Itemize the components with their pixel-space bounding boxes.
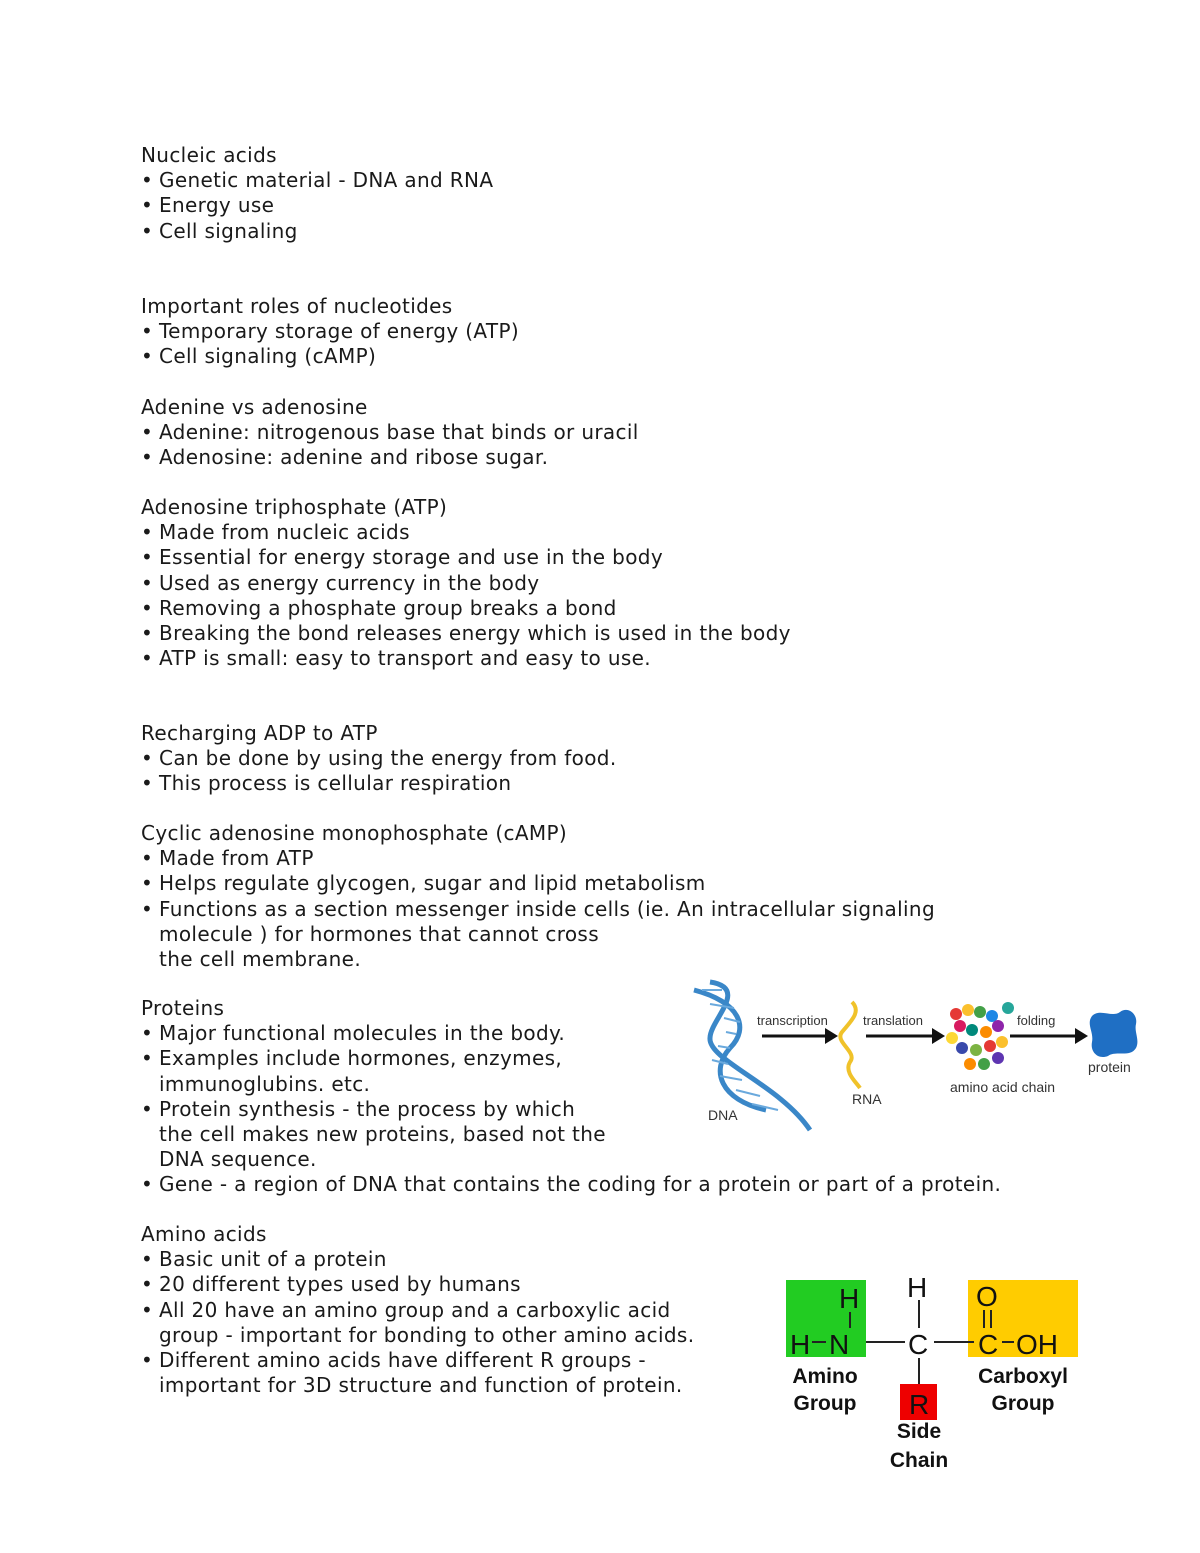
list-item-continuation: the cell membrane. [159, 947, 362, 972]
bullet: • [141, 218, 154, 243]
side-chain-label-2: Chain [889, 1449, 949, 1472]
section-title: Adenosine triphosphate (ATP) [141, 495, 448, 519]
bullet: • [141, 871, 154, 896]
bullet: • [141, 520, 154, 545]
list-item: • Adenine: nitrogenous base that binds or uracil [141, 420, 639, 445]
list-item: • This process is cellular respiration [141, 771, 512, 796]
bullet: • [141, 1247, 154, 1272]
rna-label: RNA [852, 1091, 882, 1107]
transcription-arrowhead [825, 1028, 838, 1044]
list-item: • Functions as a section messenger inside cells (ie. An intracellular signaling [141, 896, 935, 921]
atom-h-amino: H [839, 1283, 860, 1314]
atom-h-top: H [907, 1272, 928, 1303]
list-item-continuation: DNA sequence. [159, 1147, 317, 1172]
list-item: • Temporary storage of energy (ATP) [141, 319, 520, 344]
transcription-label: transcription [757, 1013, 828, 1028]
amino-acid-chain-label: amino acid chain [950, 1079, 1056, 1095]
bullet: • [141, 1046, 154, 1071]
translation-label: translation [863, 1013, 923, 1028]
atom-oh: OH [1016, 1329, 1058, 1360]
bullet: • [141, 1297, 154, 1322]
bullet: • [141, 896, 154, 921]
bullet: • [141, 445, 154, 470]
section-nucleotide-roles [141, 294, 519, 370]
list-item: • Essential for energy storage and use in the body [141, 545, 664, 570]
list-item: • Examples include hormones, enzymes, [141, 1046, 563, 1071]
bullet: • [141, 545, 154, 570]
carboxyl-group-label-2: Group [991, 1392, 1055, 1415]
list-item: • Gene - a region of DNA that contains the coding for a protein or part of a protein. [141, 1172, 1002, 1197]
list-item-continuation: molecule ) for hormones that cannot cross [159, 921, 599, 946]
bullet: • [141, 1172, 154, 1197]
list-item: • Different amino acids have different R groups - [141, 1348, 646, 1373]
atom-h-left: H [790, 1329, 811, 1360]
section-title: Recharging ADP to ATP [141, 721, 378, 745]
list-item: • 20 different types used by humans [141, 1272, 521, 1297]
section-amino-acids [141, 1222, 694, 1398]
bullet: • [141, 646, 154, 671]
protein-label: protein [1088, 1059, 1131, 1075]
list-item: • Genetic material - DNA and RNA [141, 168, 494, 193]
list-item: • Made from nucleic acids [141, 520, 410, 545]
atom-c-carboxyl: C [978, 1329, 999, 1360]
bullet: • [141, 1021, 154, 1046]
bullet: • [141, 1272, 154, 1297]
atom-o: O [976, 1281, 998, 1312]
bullet: • [141, 420, 154, 445]
amino-acid-chain-icon [946, 1002, 1014, 1070]
protein-synthesis-diagram [680, 960, 1150, 1140]
bullet: • [141, 746, 154, 771]
list-item: • Adenosine: adenine and ribose sugar. [141, 445, 549, 470]
amino-acid-structure-diagram [780, 1270, 1090, 1475]
atom-r: R [909, 1389, 930, 1420]
section-title: Nucleic acids [141, 143, 277, 167]
protein-icon [1090, 1010, 1138, 1057]
list-item-continuation: the cell makes new proteins, based not the [159, 1122, 606, 1147]
list-item: • Made from ATP [141, 846, 314, 871]
list-item-continuation: group - important for bonding to other amino acids. [159, 1322, 695, 1347]
bullet: • [141, 193, 154, 218]
section-adenine-adenosine [141, 395, 639, 471]
bullet: • [141, 771, 154, 796]
section-atp [141, 495, 791, 671]
list-item: • Can be done by using the energy from food. [141, 746, 617, 771]
bullet: • [141, 319, 154, 344]
rna-strand-icon [840, 1002, 860, 1088]
folding-arrowhead [1075, 1028, 1088, 1044]
section-title: Adenine vs adenosine [141, 395, 368, 419]
amino-group-label-2: Group [793, 1392, 857, 1415]
bullet: • [141, 1348, 154, 1373]
list-item: • Helps regulate glycogen, sugar and lipid metabolism [141, 871, 706, 896]
list-item: • Breaking the bond releases energy which is used in the body [141, 621, 791, 646]
list-item: • Cell signaling [141, 218, 298, 243]
bullet: • [141, 570, 154, 595]
list-item: • Protein synthesis - the process by which [141, 1096, 576, 1121]
list-item: • Removing a phosphate group breaks a bond [141, 595, 617, 620]
bullet: • [141, 168, 154, 193]
list-item-continuation: immunoglubins. etc. [159, 1071, 371, 1096]
list-item: • Cell signaling (cAMP) [141, 344, 377, 369]
atom-n: N [829, 1329, 850, 1360]
folding-label: folding [1017, 1013, 1056, 1028]
list-item: • Used as energy currency in the body [141, 570, 540, 595]
list-item: • Basic unit of a protein [141, 1247, 387, 1272]
carboxyl-group-label-1: Carboxyl [978, 1365, 1068, 1388]
dna-label: DNA [708, 1107, 738, 1123]
bullet: • [141, 1096, 154, 1121]
translation-arrowhead [932, 1028, 945, 1044]
list-item: • Energy use [141, 193, 275, 218]
atom-c-center: C [908, 1329, 929, 1360]
bullet: • [141, 595, 154, 620]
section-nucleic-acids [141, 143, 493, 244]
bullet: • [141, 621, 154, 646]
list-item: • ATP is small: easy to transport and easy to use. [141, 646, 651, 671]
amino-group-label-1: Amino [792, 1365, 858, 1388]
side-chain-label-1: Side [896, 1420, 942, 1443]
bullet: • [141, 344, 154, 369]
section-title: Important roles of nucleotides [141, 294, 453, 318]
section-title: Amino acids [141, 1222, 267, 1246]
section-title: Cyclic adenosine monophosphate (cAMP) [141, 821, 568, 845]
bullet: • [141, 846, 154, 871]
section-recharging [141, 721, 617, 797]
list-item: • Major functional molecules in the body. [141, 1021, 566, 1046]
section-title: Proteins [141, 996, 225, 1020]
section-camp [141, 821, 935, 972]
list-item-continuation: important for 3D structure and function of protein. [159, 1373, 683, 1398]
list-item: • All 20 have an amino group and a carboxylic acid [141, 1297, 671, 1322]
